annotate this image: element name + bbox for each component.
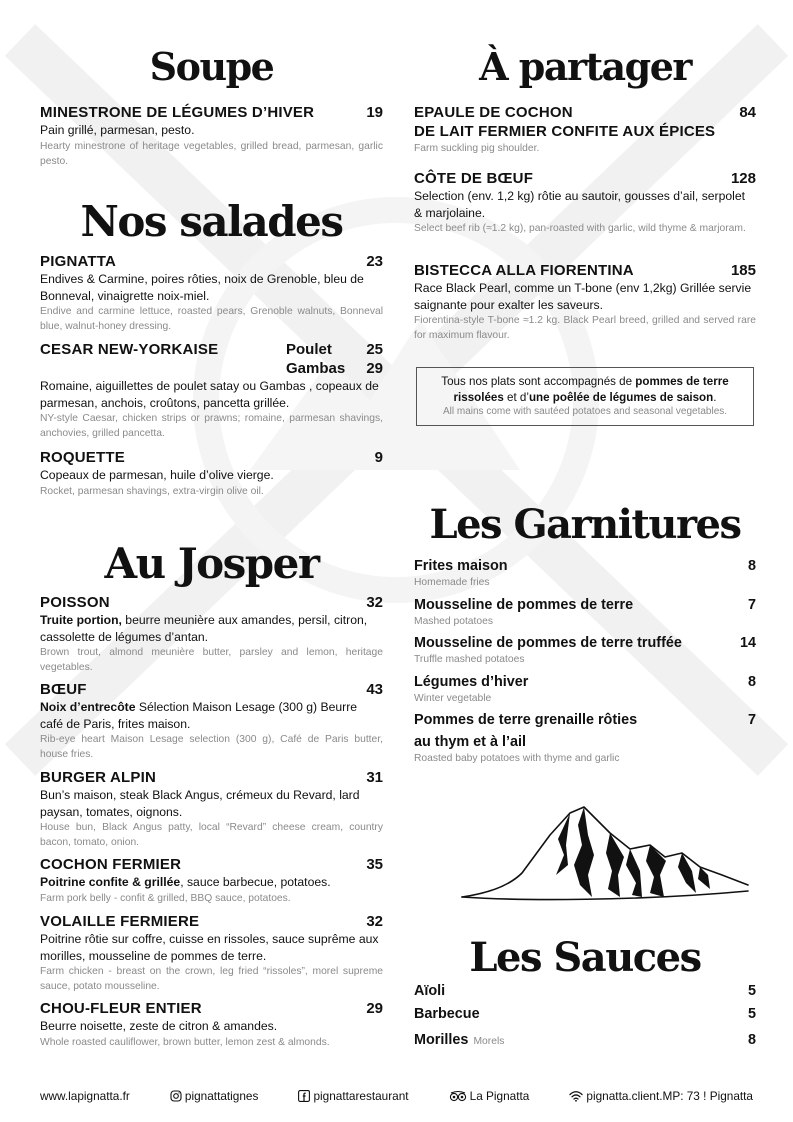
note-french: Tous nos plats sont accompagnés de pommes de terre rissolées et d’une poêlée de légumes de saison. xyxy=(441,375,729,404)
section-title-sauces: Les Sauces xyxy=(469,934,701,981)
item-price: 5 xyxy=(747,983,756,999)
item-price: 185 xyxy=(730,262,756,279)
menu-item-poisson xyxy=(40,593,383,675)
item-translation: Brown trout, almond meunière butter, parsley and lemon, heritage vegetables. xyxy=(40,647,383,673)
item-translation: Farm suckling pig shoulder. xyxy=(414,143,540,154)
item-description: Copeaux de parmesan, huile d’olive vierge. xyxy=(40,468,274,482)
footer-tripadvisor[interactable]: La Pignatta xyxy=(449,1089,530,1103)
item-description: Poitrine rôtie sur coffre, cuisse en rissoles, sauce suprême aux morilles, mousseline de pommes de terre. xyxy=(40,932,379,963)
item-price: 35 xyxy=(366,856,383,873)
footer-instagram[interactable]: pignattatignes xyxy=(170,1089,258,1103)
item-translation: Endive and carmine lettuce, roasted pears, Grenoble walnuts, Bonneval blue, walnut-honey dressing. xyxy=(40,306,383,332)
item-price: 43 xyxy=(366,681,383,698)
item-price: 29 xyxy=(366,360,383,377)
item-translation: Rocket, parmesan shavings, extra-virgin olive oil. xyxy=(40,485,264,497)
item-name: BISTECCA ALLA FIORENTINA xyxy=(414,262,634,279)
item-price: 14 xyxy=(739,635,756,651)
item-translation: Winter vegetable xyxy=(414,693,492,704)
item-translation: Homemade fries xyxy=(414,577,490,588)
footer xyxy=(40,1088,753,1104)
item-description: Poitrine confite & grillée, sauce barbecue, potatoes. xyxy=(40,875,331,889)
item-name: CESAR NEW-YORKAISE xyxy=(40,341,219,358)
wifi-icon xyxy=(569,1090,583,1102)
item-name-line2: au thym et à l’ail xyxy=(414,734,526,750)
item-price: 32 xyxy=(366,594,383,611)
menu-item-bistecca xyxy=(414,261,756,343)
sauce-item xyxy=(414,982,756,1001)
section-title-garnitures: Les Garnitures xyxy=(429,501,741,548)
item-translation: Roasted baby potatoes with thyme and garlic xyxy=(414,753,620,764)
item-price: 5 xyxy=(747,1006,756,1022)
item-name: PIGNATTA xyxy=(40,253,117,270)
item-name: ROQUETTE xyxy=(40,449,125,466)
item-name: CHOU-FLEUR ENTIER xyxy=(40,1000,202,1017)
footer-wifi: pignatta.client.MP: 73 ! Pignatta xyxy=(569,1089,753,1103)
item-price: 29 xyxy=(366,1000,383,1017)
section-title-soupe: Soupe xyxy=(149,44,274,89)
item-price: 19 xyxy=(366,104,383,121)
item-description: Selection (env. 1,2 kg) rôtie au sautoir, gousses d’ail, serpolet & marjolaine. xyxy=(414,189,746,220)
item-translation: Farm pork belly - confit & grilled, BBQ sauce, potatoes. xyxy=(40,892,291,904)
sauce-item xyxy=(414,1005,756,1024)
menu-item-burger xyxy=(40,768,383,850)
item-price: 8 xyxy=(747,558,756,574)
instagram-icon xyxy=(170,1090,182,1102)
item-price: 31 xyxy=(366,769,383,786)
side-item xyxy=(414,557,756,590)
item-name: Frites maison xyxy=(414,558,508,574)
item-name: Légumes d’hiver xyxy=(414,674,529,690)
item-name: MINESTRONE DE LÉGUMES D’HIVER xyxy=(40,104,315,121)
item-description: Bun’s maison, steak Black Angus, crémeux du Revard, lard paysan, tomates, oignons. xyxy=(40,788,360,819)
menu-item-epaule xyxy=(414,103,756,156)
item-name: BURGER ALPIN xyxy=(40,769,157,786)
side-item xyxy=(414,634,756,667)
item-price: 32 xyxy=(366,913,383,930)
item-option: Gambas xyxy=(286,360,346,377)
item-name: COCHON FERMIER xyxy=(40,856,182,873)
menu-item-minestrone xyxy=(40,103,383,169)
item-translation: Mashed potatoes xyxy=(414,616,493,627)
menu-item-roquette xyxy=(40,448,383,499)
item-name: VOLAILLE FERMIERE xyxy=(40,913,200,930)
item-price: 128 xyxy=(730,170,756,187)
item-price: 25 xyxy=(366,341,383,358)
footer-website[interactable]: www.lapignatta.fr xyxy=(40,1089,130,1103)
item-option: Poulet xyxy=(286,341,332,358)
menu-item-pignatta xyxy=(40,252,383,334)
item-price: 23 xyxy=(366,253,383,270)
item-translation: Morels xyxy=(473,1036,505,1047)
menu-item-cote-de-boeuf xyxy=(414,169,756,236)
item-description: Romaine, aiguillettes de poulet satay ou Gambas , copeaux de parmesan, anchois, croûtons, pancetta grillée. xyxy=(40,379,379,410)
item-translation: NY-style Caesar, chicken strips or prawns; romaine, parmesan shavings, anchovies, grilled pancetta. xyxy=(40,413,383,439)
item-price: 7 xyxy=(747,597,756,613)
item-name: Barbecue xyxy=(414,1006,480,1022)
item-translation: Rib-eye heart Maison Lesage selection (300 g), Café de Paris butter, house fries. xyxy=(40,734,383,760)
item-description: Race Black Pearl, comme un T-bone (env 1,2kg) Grillée servie saignante pour exalter les saveurs. xyxy=(414,281,752,312)
footer-facebook[interactable]: pignattarestaurant xyxy=(298,1089,408,1103)
mountain-illustration xyxy=(460,805,750,905)
sauce-item xyxy=(414,1029,756,1050)
item-price: 8 xyxy=(747,674,756,690)
tripadvisor-icon xyxy=(449,1090,467,1102)
menu-item-volaille xyxy=(40,912,383,994)
section-title-partager: À partager xyxy=(479,44,691,89)
item-name: Pommes de terre grenaille rôties xyxy=(414,712,638,728)
item-price: 9 xyxy=(374,449,383,466)
menu-item-cochon xyxy=(40,855,383,906)
item-name: CÔTE DE BŒUF xyxy=(414,170,534,187)
sides-note-box xyxy=(416,367,754,426)
item-description: Pain grillé, parmesan, pesto. xyxy=(40,123,195,137)
menu-item-choufleur xyxy=(40,999,383,1050)
item-price: 8 xyxy=(747,1032,756,1048)
item-translation: Whole roasted cauliflower, brown butter, lemon zest & almonds. xyxy=(40,1036,330,1048)
item-name: Mousseline de pommes de terre truffée xyxy=(414,635,682,651)
item-description: Beurre noisette, zeste de citron & amandes. xyxy=(40,1019,278,1033)
note-english: All mains come with sautéed potatoes and seasonal vegetables. xyxy=(442,406,728,417)
item-description: Noix d’entrecôte Sélection Maison Lesage (300 g) Beurre café de Paris, frites maison. xyxy=(40,700,358,731)
section-title-josper: Au Josper xyxy=(104,539,319,588)
item-name: BŒUF xyxy=(40,681,87,698)
item-translation: House bun, Black Angus patty, local “Revard” cheese cream, country bacon, tomato, onion. xyxy=(40,822,383,848)
facebook-icon xyxy=(298,1090,310,1102)
item-description: Truite portion, beurre meunière aux amandes, persil, citron, cassolette de légumes d’antan. xyxy=(40,613,368,644)
side-item xyxy=(414,673,756,706)
item-name: EPAULE DE COCHON xyxy=(414,104,573,121)
item-translation: Hearty minestrone of heritage vegetables, grilled bread, parmesan, garlic pesto. xyxy=(40,140,383,167)
item-name-line2: DE LAIT FERMIER CONFITE AUX ÉPICES xyxy=(414,123,716,140)
item-translation: Select beef rib (≈1.2 kg), pan-roasted with garlic, wild thyme & marjoram. xyxy=(414,223,746,234)
item-description: Endives & Carmine, poires rôties, noix de Grenoble, bleu de Bonneval, vinaigrette noix-miel. xyxy=(40,272,364,303)
menu-item-boeuf xyxy=(40,680,383,762)
item-price: 7 xyxy=(747,712,756,728)
item-name: Mousseline de pommes de terre xyxy=(414,597,634,613)
item-name: POISSON xyxy=(40,594,110,611)
section-title-salades: Nos salades xyxy=(80,197,343,246)
side-item xyxy=(414,711,756,766)
side-item xyxy=(414,596,756,629)
item-price: 84 xyxy=(739,104,756,121)
item-name: Morilles xyxy=(414,1032,469,1048)
item-name: Aïoli xyxy=(414,983,446,999)
item-translation: Truffle mashed potatoes xyxy=(414,654,525,665)
item-translation: Fiorentina-style T-bone ≈1.2 kg. Black Pearl breed, grilled and served rare for maximum flavour. xyxy=(414,315,756,341)
item-translation: Farm chicken - breast on the crown, leg fried “rissoles”, morel supreme sauce, potato mousseline. xyxy=(40,966,383,992)
menu-item-cesar xyxy=(40,340,383,441)
